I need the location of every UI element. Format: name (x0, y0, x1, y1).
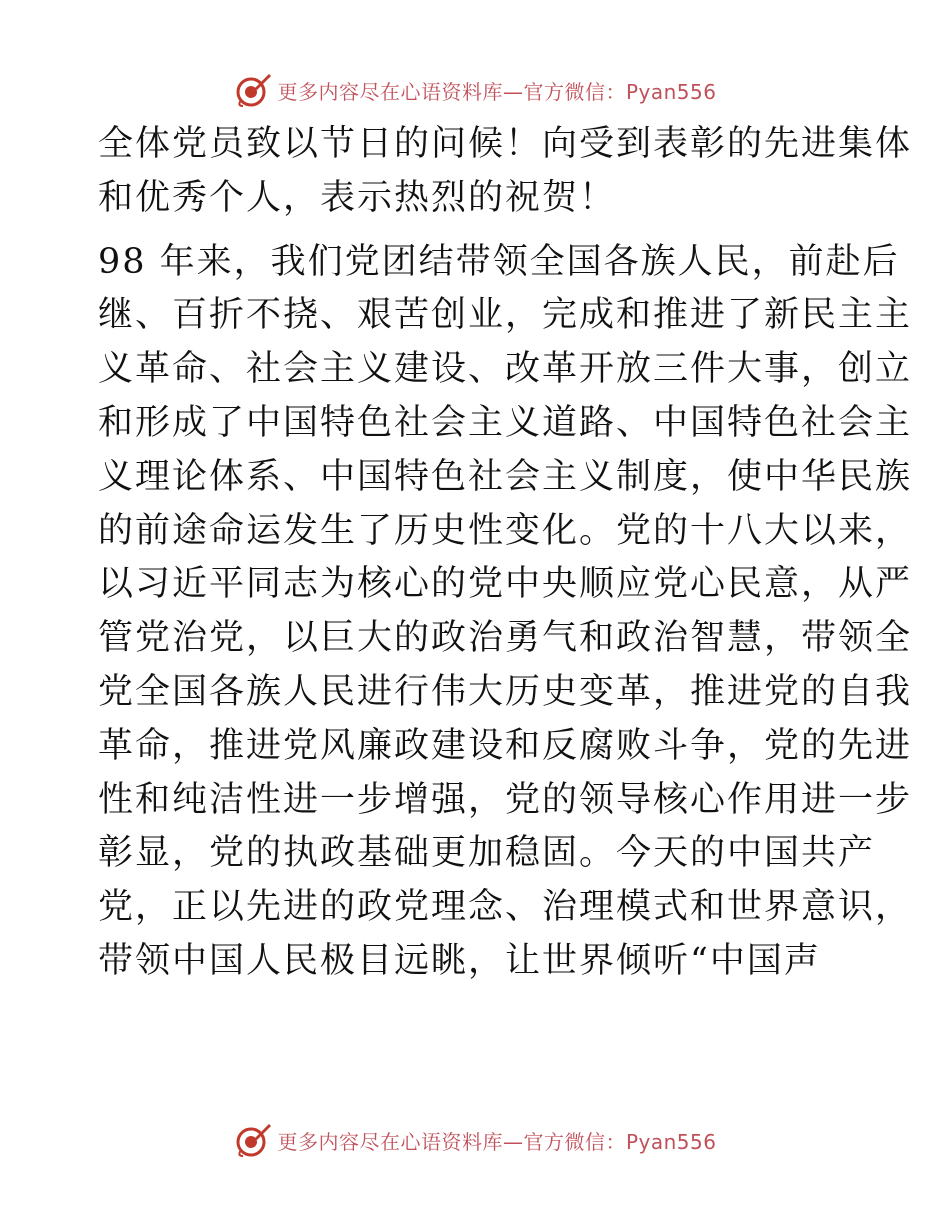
text-line: 义理论体系、中国特色社会主义制度，使中华民族 (98, 456, 913, 497)
text-line: 的前途命运发生了历史性变化。党的十八大以来， (98, 510, 913, 551)
text-line: 革命，推进党风廉政建设和反腐败斗争，党的先进 (98, 725, 913, 766)
paragraph-greeting (98, 118, 913, 226)
text-line: 和优秀个人，表示热烈的祝贺！ (98, 177, 617, 218)
text-line: 98 年来，我们党团结带领全国各族人民，前赴后 (98, 241, 900, 282)
document-body (98, 118, 913, 989)
text-line: 党全国各族人民进行伟大历史变革，推进党的自我 (98, 671, 913, 712)
text-line: 党，正以先进的政党理念、治理模式和世界意识， (98, 887, 913, 928)
text-line: 全体党员致以节日的问候！向受到表彰的先进集体 (98, 124, 913, 164)
header-banner-text: 更多内容尽在心语资料库—官方微信：Pyan556 (277, 79, 717, 104)
text-line: 义革命、社会主义建设、改革开放三件大事，创立 (98, 349, 913, 390)
text-line: 以习近平同志为核心的党中央顺应党心民意，从严 (98, 564, 913, 605)
text-line: 彰显，党的执政基础更加稳固。今天的中国共产 (98, 833, 876, 874)
text-line: 和形成了中国特色社会主义道路、中国特色社会主 (98, 402, 913, 443)
paragraph-history (98, 236, 913, 989)
text-line: 带领中国人民极目远眺，让世界倾听“中国声 (98, 940, 821, 981)
text-line: 管党治党，以巨大的政治勇气和政治智慧，带领全 (98, 618, 913, 659)
footer-watermark-banner (0, 1118, 950, 1162)
header-watermark-banner (0, 68, 950, 112)
text-line: 性和纯洁性进一步增强，党的领导核心作用进一步 (98, 779, 913, 820)
footer-banner-text: 更多内容尽在心语资料库—官方微信：Pyan556 (277, 1129, 717, 1154)
text-line: 继、百折不挠、艰苦创业，完成和推进了新民主主 (98, 295, 913, 336)
pen-logo-icon (233, 1120, 273, 1160)
pen-logo-icon (233, 70, 273, 110)
